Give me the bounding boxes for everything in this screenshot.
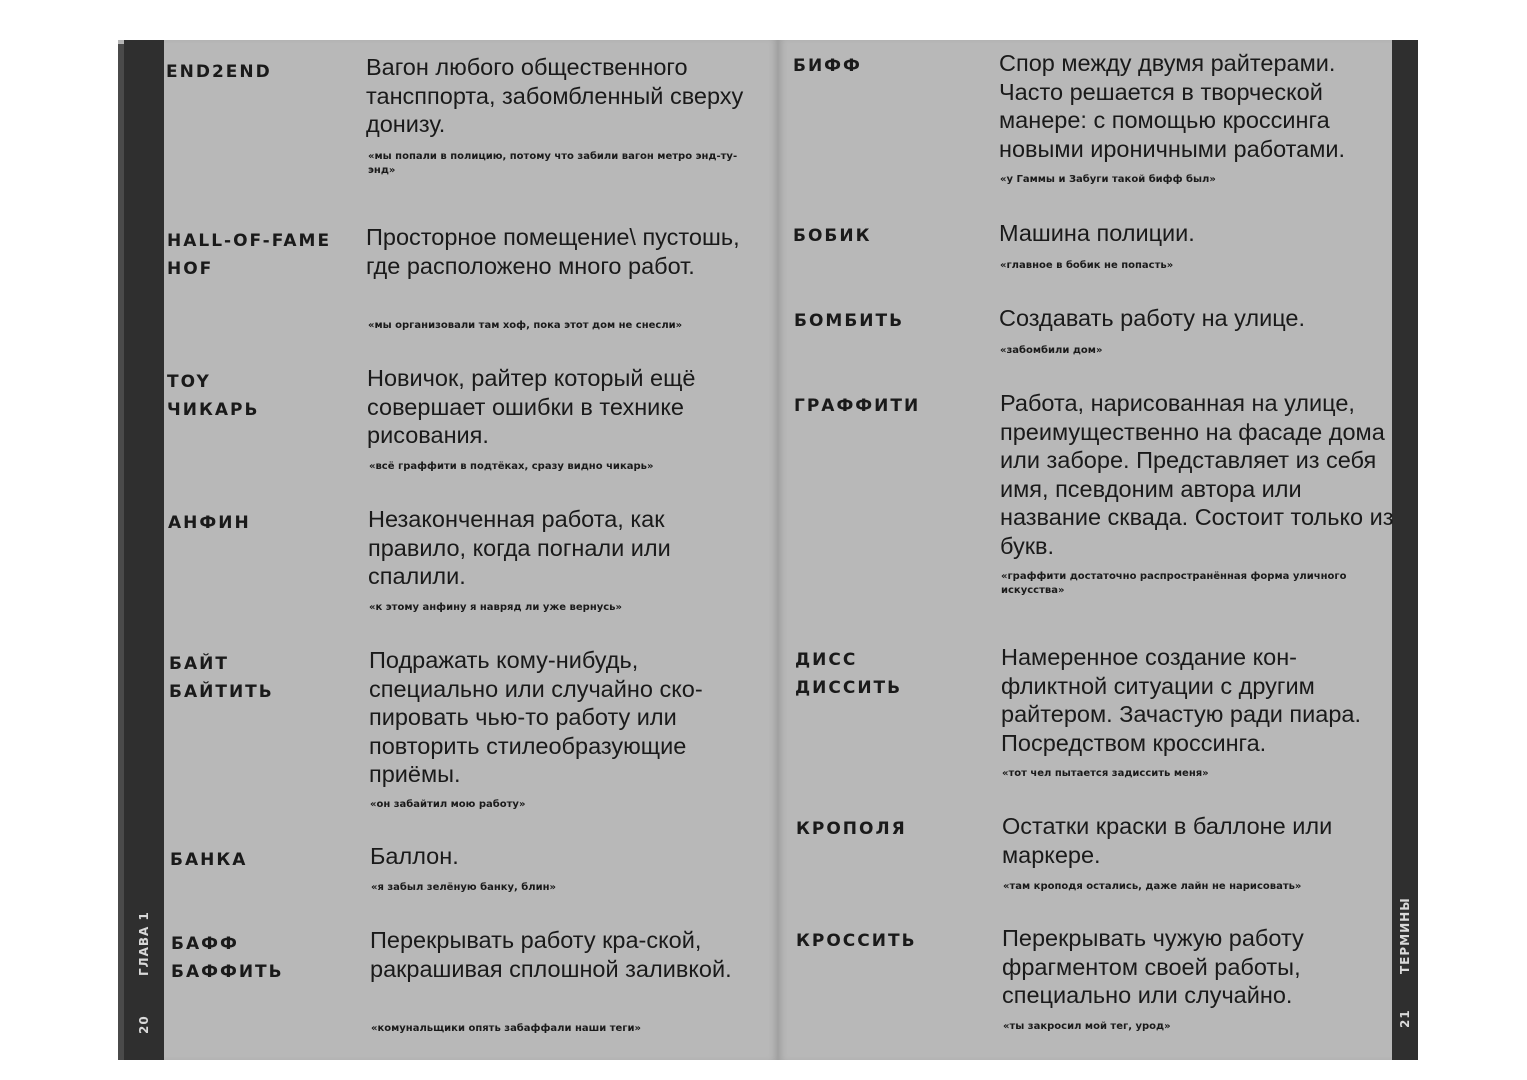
term-end2end: END2END [166,62,272,82]
definition-hall-of-fame: Просторное помещение\ пустошь, где расположено много работ. [366,224,740,279]
term-bobik: БОБИК [793,226,872,246]
definition-banka: Баллон. [370,843,459,869]
term-kropolya: КРОПОЛЯ [796,819,907,839]
example-hall-of-fame: «мы организовали там хоф, пока этот дом не снесли» [368,320,683,331]
term-graffiti: ГРАФФИТИ [794,396,921,416]
example-toy: «всё граффити в подтёках, сразу видно чикарь» [369,461,654,472]
left-page [118,40,778,1060]
right-page [778,40,1418,1060]
example-graffiti: «граффити достаточно распространённая форма уличного искусства» [1001,571,1347,596]
example-bobik: «главное в бобик не попасть» [1000,260,1174,271]
definition-bait: Подражать кому-нибудь, специально или случайно ско-пировать чью-то работу или повторить стилеобразующие приёмы. [369,647,703,787]
page-number-left: 20 [137,1015,151,1034]
definition-krossit: Перекрывать чужую работу фрагментом своей работы, специально или случайно. [1002,925,1304,1008]
term-baff: БАФФ БАФФИТЬ [171,934,284,982]
term-hall-of-fame: HALL-OF-FAME HOF [167,231,332,279]
example-baff: «комунальщики опять забаффали наши теги» [371,1023,641,1034]
term-banka: БАНКА [170,850,248,870]
definition-bobik: Машина полиции. [999,220,1195,246]
definition-biff: Спор между двумя райтерами. Часто решается в творческой манере: с помощью кроссинга новыми ироничными работами. [999,50,1346,162]
definition-diss: Намеренное создание кон-фликтной ситуации с другим райтером. Зачастую ради пиара. Посредством кроссинга. [1001,644,1362,756]
left-page-band [124,40,164,1060]
definition-graffiti: Работа, нарисованная на улице, преимущественно на фасаде дома или заборе. Представляет из себя имя, псевдоним автора или название сквада. Состоит только из букв. [1000,390,1394,559]
term-biff: БИФФ [793,56,862,76]
example-krossit: «ты закросил мой тег, урод» [1003,1021,1171,1032]
book-spread [118,40,1418,1060]
definition-bombit: Создавать работу на улице. [999,305,1306,331]
chapter-label: ГЛАВА 1 [137,911,151,976]
example-kropolya: «там кроподя остались, даже лайн не нарисовать» [1003,881,1302,892]
term-toy: TOY ЧИКАРЬ [167,372,260,420]
definition-kropolya: Остатки краски в баллоне или маркере. [1002,813,1333,868]
term-bombit: БОМБИТЬ [794,311,905,331]
definition-anfin: Незаконченная работа, как правило, когда погнали или спалили. [368,506,671,589]
example-anfin: «к этому анфину я навряд ли уже вернусь» [369,602,622,613]
term-diss: ДИСС ДИССИТЬ [795,650,903,698]
term-bait: БАЙТ БАЙТИТЬ [169,654,274,702]
page-number-right: 21 [1398,1009,1412,1028]
definition-end2end: Вагон любого общественного тансппорта, забомбленный сверху донизу. [366,54,744,137]
example-biff: «у Гаммы и Забуги такой бифф был» [1000,174,1216,185]
example-diss: «тот чел пытается задиссить меня» [1002,768,1209,779]
example-banka: «я забыл зелёную банку, блин» [371,882,556,893]
example-bait: «он забайтил мою работу» [370,799,526,810]
term-anfin: АНФИН [168,513,251,533]
term-krossit: КРОССИТЬ [796,931,917,951]
example-end2end: «мы попали в полицию, потому что забили вагон метро энд-ту-энд» [368,151,738,176]
section-label: ТЕРМИНЫ [1398,897,1412,974]
definition-baff: Перекрывать работу кра-ской, ракрашивая сплошной заливкой. [370,927,732,982]
definition-toy: Новичок, райтер который ещё совершает ошибки в технике рисования. [367,365,696,448]
example-bombit: «забомбили дом» [1000,345,1103,356]
